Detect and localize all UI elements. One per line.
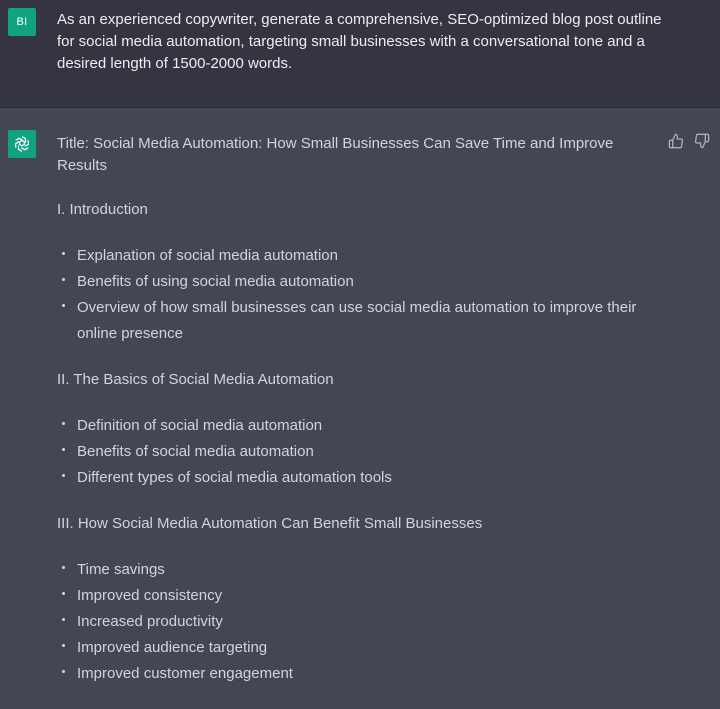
section-heading: I. Introduction [57,201,148,218]
bullet-list [57,243,657,347]
list-item: Definition of social media automation [57,413,637,439]
assistant-message [0,108,720,682]
list-item: Different types of social media automation tools [57,465,637,491]
list-item: Improved customer engagement [57,661,637,687]
assistant-message-content [57,133,657,709]
assistant-avatar [8,130,36,158]
list-item: Explanation of social media automation [57,243,637,269]
section-heading: III. How Social Media Automation Can Benefit Small Businesses [57,515,483,532]
list-item: Time savings [57,557,637,583]
list-item: Increased productivity [57,609,637,635]
thumbs-up-icon [668,133,684,149]
list-item: Benefits of social media automation [57,439,637,465]
list-item: Benefits of using social media automation [57,269,637,295]
thumbs-up-button[interactable] [668,133,684,149]
section-heading: II. The Basics of Social Media Automation [57,371,334,388]
openai-logo-icon [12,134,32,154]
thumbs-down-icon [694,133,710,149]
bullet-list [57,413,657,491]
user-message-text: As an experienced copywriter, generate a comprehensive, SEO-optimized blog post outline for social media automation, targeting small businesses with a conversational tone and a desired length of 1500-2000 words. [57,11,662,72]
user-avatar: BI [8,8,36,36]
list-item: Improved audience targeting [57,635,637,661]
list-item: Overview of how small businesses can use social media automation to improve their online presence [57,295,637,347]
thumbs-down-button[interactable] [694,133,710,149]
outline-title: Title: Social Media Automation: How Small Businesses Can Save Time and Improve Results [57,135,614,174]
list-item: Improved consistency [57,583,637,609]
user-message [0,0,720,108]
feedback-buttons [668,133,710,149]
bullet-list [57,557,657,687]
